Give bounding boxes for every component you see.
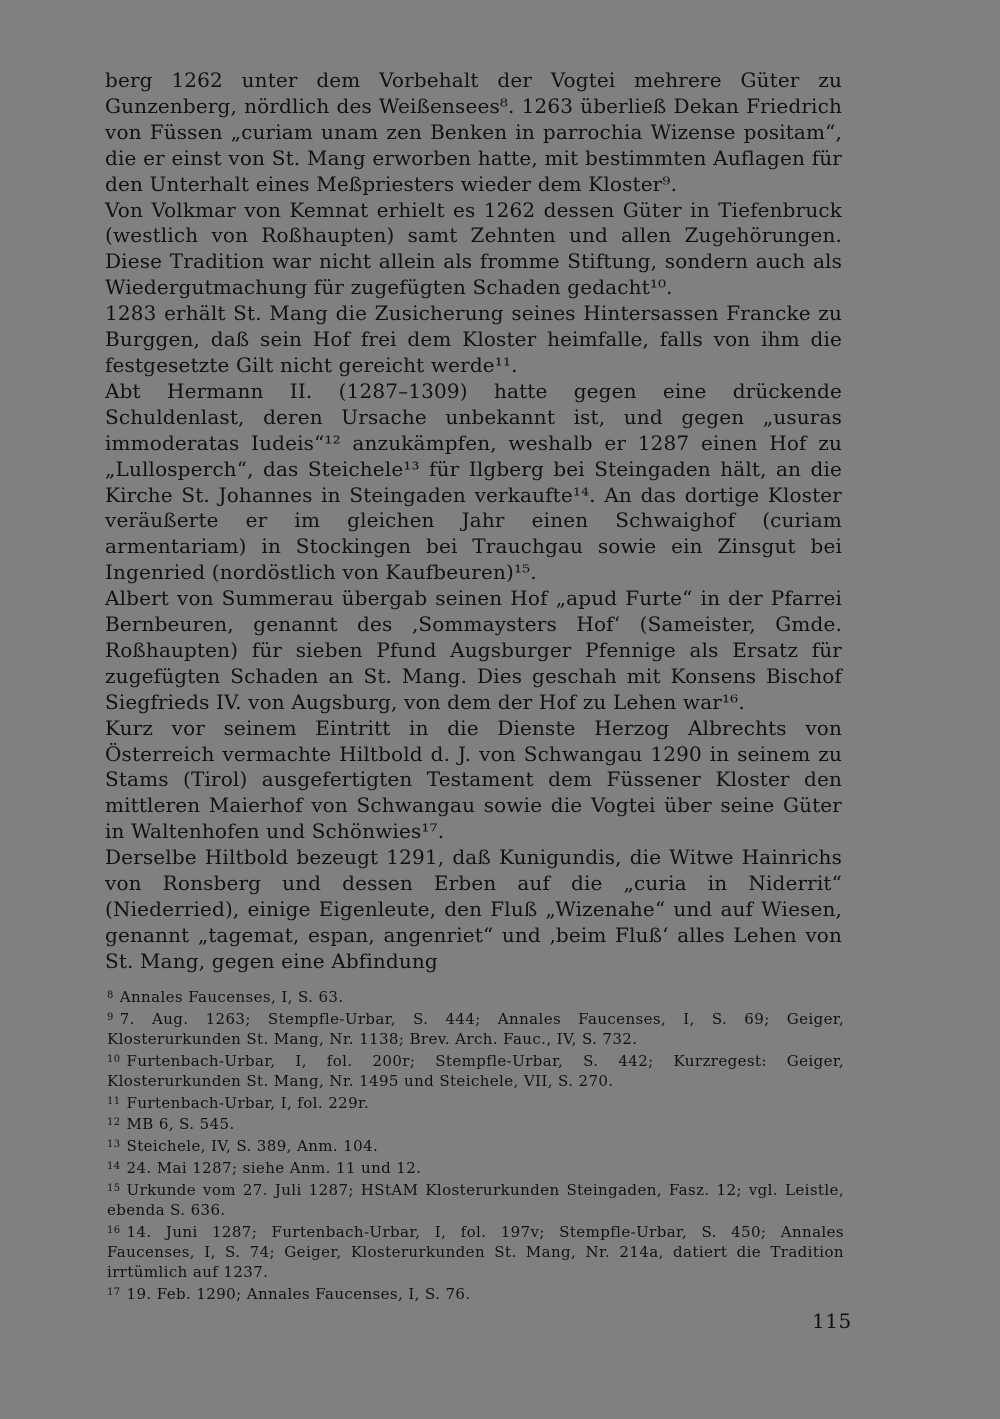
footnote-text: Furtenbach-Urbar, I, fol. 229r.: [126, 1093, 370, 1112]
paragraph: Von Volkmar von Kemnat erhielt es 1262 dessen Güter in Tiefenbruck (westlich von Roßhaupten) samt Zehnten und allen Zugehörungen. Diese Tradition war nicht allein als fromme Stiftung, sondern auch als Wiedergutmachung für zugefügten Schaden gedacht¹⁰.: [105, 197, 842, 300]
footnote: [107, 1221, 844, 1283]
page-number: 115: [812, 1309, 852, 1333]
footnote-number: 9: [107, 1011, 114, 1023]
footnote-text: MB 6, S. 545.: [126, 1115, 235, 1134]
footnote: [107, 1113, 844, 1135]
footnote-text: Urkunde vom 27. Juli 1287; HStAM Klosterurkunden Steingaden, Fasz. 12; vgl. Leistle, ebenda S. 636.: [107, 1181, 844, 1220]
footnote-text: 14. Juni 1287; Furtenbach-Urbar, I, fol. 197v; Stempfle-Urbar, S. 450; Annales Faucenses, I, S. 74; Geiger, Klosterurkunden St. Mang, Nr. 214a, datiert die Tradition irrtümlich auf 1237.: [107, 1222, 844, 1281]
footnote-text: Furtenbach-Urbar, I, fol. 200r; Stempfle-Urbar, S. 442; Kurzregest: Geiger, Klosterurkunden St. Mang, Nr. 1495 und Steichele, VII, S. 270.: [107, 1051, 844, 1090]
paragraph: Abt Hermann II. (1287–1309) hatte gegen eine drückende Schuldenlast, deren Ursache unbekannt ist, und gegen „usuras immoderatas Iudeis“¹² anzukämpfen, weshalb er 1287 einen Hof zu „Lullosperch“, das Steichele¹³ für Ilgberg bei Steingaden hält, an die Kirche St. Johannes in Steingaden verkaufte¹⁴. An das dortige Kloster veräußerte er im gleichen Jahr einen Schwaighof (curiam armentariam) in Stockingen bei Trauchgau sowie ein Zinsgut bei Ingenried (nordöstlich von Kaufbeuren)¹⁵.: [105, 378, 842, 585]
footnote: [107, 1050, 844, 1092]
footnote-text: 24. Mai 1287; siehe Anm. 11 und 12.: [126, 1159, 422, 1178]
footnote-text: Steichele, IV, S. 389, Anm. 104.: [126, 1137, 379, 1156]
footnotes: [107, 986, 844, 1305]
footnote-text: 19. Feb. 1290; Annales Faucenses, I, S. 76.: [126, 1284, 471, 1303]
paragraph: berg 1262 unter dem Vorbehalt der Vogtei mehrere Güter zu Gunzenberg, nördlich des Weißensees⁸. 1263 überließ Dekan Friedrich von Füssen „curiam unam zen Benken in parrochia Wizense positam“, die er einst von St. Mang erworben hatte, mit bestimmten Auflagen für den Unterhalt eines Meßpriesters wieder dem Kloster⁹.: [105, 68, 842, 196]
paragraph: 1283 erhält St. Mang die Zusicherung seines Hintersassen Francke zu Burggen, daß sein Hof frei dem Kloster heimfalle, falls von ihm die festgesetzte Gilt nicht gereicht werde¹¹.: [105, 301, 842, 377]
paragraph: Albert von Summerau übergab seinen Hof „apud Furte“ in der Pfarrei Bernbeuren, genannt des ‚Sommaysters Hof‘ (Sameister, Gmde. Roßhaupten) für sieben Pfund Augsburger Pfennige als Ersatz für zugefügten Schaden an St. Mang. Dies geschah mit Konsens Bischof Siegfrieds IV. von Augsburg, von dem der Hof zu Lehen war¹⁶.: [105, 586, 842, 714]
footnote: [107, 1179, 844, 1221]
footnote-number: 12: [107, 1117, 121, 1129]
footnote: [107, 1008, 844, 1050]
footnote-number: 8: [107, 990, 114, 1001]
footnote-text: 7. Aug. 1263; Stempfle-Urbar, S. 444; Annales Faucenses, I, S. 69; Geiger, Klosterurkunden St. Mang, Nr. 1138; Brev. Arch. Fauc., IV, S. 732.: [107, 1009, 844, 1048]
footnote: [107, 1092, 844, 1114]
footnote-text: Annales Faucenses, I, S. 63.: [119, 988, 344, 1006]
paragraph: Kurz vor seinem Eintritt in die Dienste Herzog Albrechts von Österreich vermachte Hiltbold d. J. von Schwangau 1290 in seinem zu Stams (Tirol) ausgefertigten Testament dem Füssener Kloster den mittleren Maierhof von Schwangau sowie die Vogtei über seine Güter in Waltenhofen und Schönwies¹⁷.: [105, 715, 842, 844]
body-text: [105, 68, 842, 975]
paragraph: Derselbe Hiltbold bezeugt 1291, daß Kunigundis, die Witwe Hainrichs von Ronsberg und dessen Erben auf die „curia in Niderrit“ (Niederried), einige Eigenleute, den Fluß „Wizenahe“ und auf Wiesen, genannt „tagemat, espan, angenriet“ und ‚beim Fluß‘ alles Lehen von St. Mang, gegen eine Abfindung: [105, 845, 842, 973]
footnote-number: 16: [107, 1224, 121, 1236]
footnote-number: 13: [107, 1139, 121, 1151]
footnote: [107, 1157, 844, 1179]
footnote-number: 15: [107, 1183, 121, 1195]
footnote: [107, 1283, 844, 1305]
footnote-number: 17: [107, 1286, 121, 1298]
footnote: [107, 986, 844, 1008]
footnote-number: 10: [107, 1053, 121, 1065]
footnote-number: 11: [107, 1095, 121, 1107]
footnote-number: 14: [107, 1161, 121, 1173]
footnote: [107, 1135, 844, 1157]
